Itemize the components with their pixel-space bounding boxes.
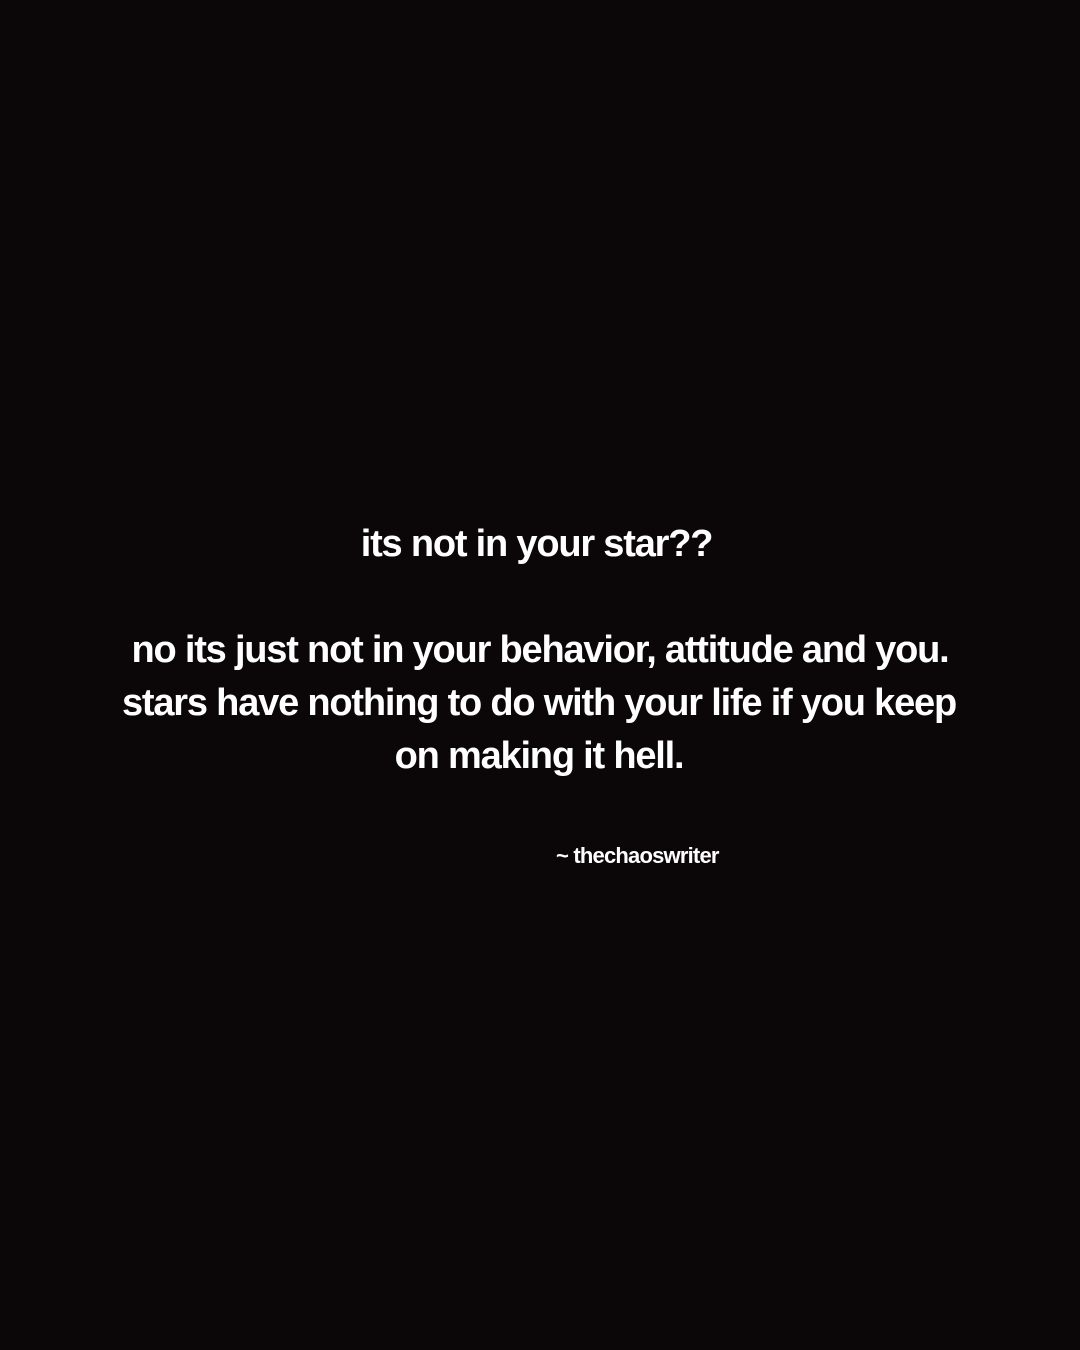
quote-line: stars have nothing to do with your life if you keep	[121, 682, 956, 724]
quote-line: no its just not in your behavior, attitude and you.	[131, 629, 949, 671]
quote-title: its not in your star??	[360, 523, 713, 565]
author-signature: ~ thechaoswriter	[556, 843, 719, 868]
quote-line: on making it hell.	[394, 735, 684, 777]
